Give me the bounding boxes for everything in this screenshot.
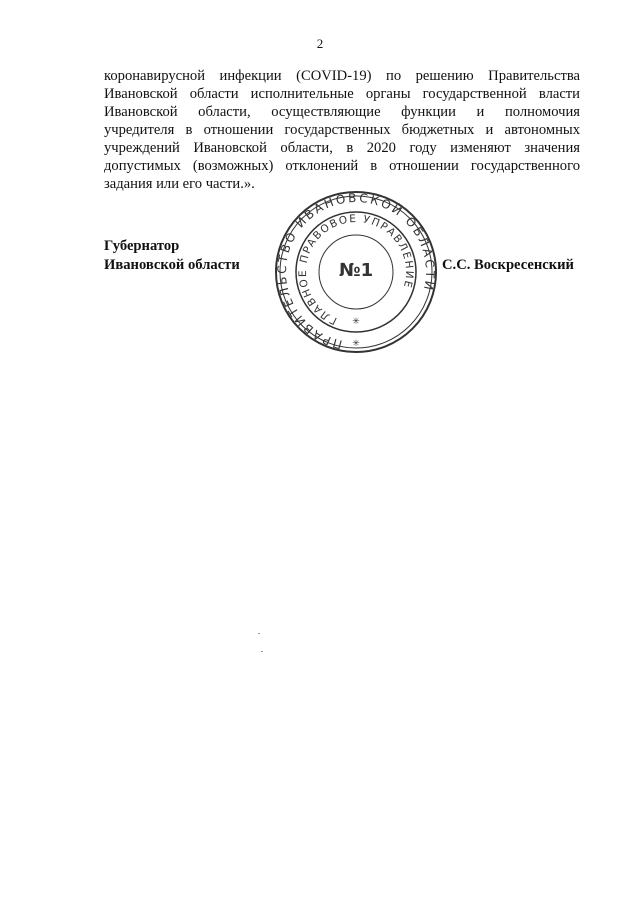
page-number: 2: [316, 36, 324, 51]
seal-inner-textpath: ГЛАВНОЕ ПРАВОВОЕ УПРАВЛЕНИЕ: [296, 212, 416, 327]
signatory-region: Ивановской области: [104, 257, 240, 273]
scan-speck: [258, 633, 260, 634]
signatory-position: Губернатор: [104, 238, 180, 254]
body-line: задания или его части.».: [104, 176, 255, 192]
signatory-title: [104, 237, 240, 275]
scan-speck: [261, 651, 263, 652]
seal-outer-textpath: ПРАВИТЕЛЬСТВО ИВАНОВСКОЙ ОБЛАСТИ: [274, 190, 438, 352]
seal-star-icon: ✳: [352, 339, 360, 349]
body-line: Ивановской области, осуществляющие функции и полномочия: [104, 104, 580, 120]
signatory-name: С.С. Воскресенский: [442, 257, 574, 273]
official-seal: [266, 190, 446, 356]
seal-star-icon: ✳: [352, 317, 360, 327]
body-line: коронавирусной инфекции (COVID-19) по решению Правительства: [104, 68, 580, 84]
body-line: учреждений Ивановской области, в 2020 году изменяют значения: [104, 140, 580, 156]
body-line: Ивановской области исполнительные органы государственной власти: [104, 86, 580, 102]
body-line: допустимых (возможных) отклонений в отношении государственного: [104, 158, 580, 174]
body-paragraph: [104, 67, 580, 193]
body-line: учредителя в отношении государственных бюджетных и автономных: [104, 122, 580, 138]
seal-center-number: №1: [338, 260, 374, 281]
